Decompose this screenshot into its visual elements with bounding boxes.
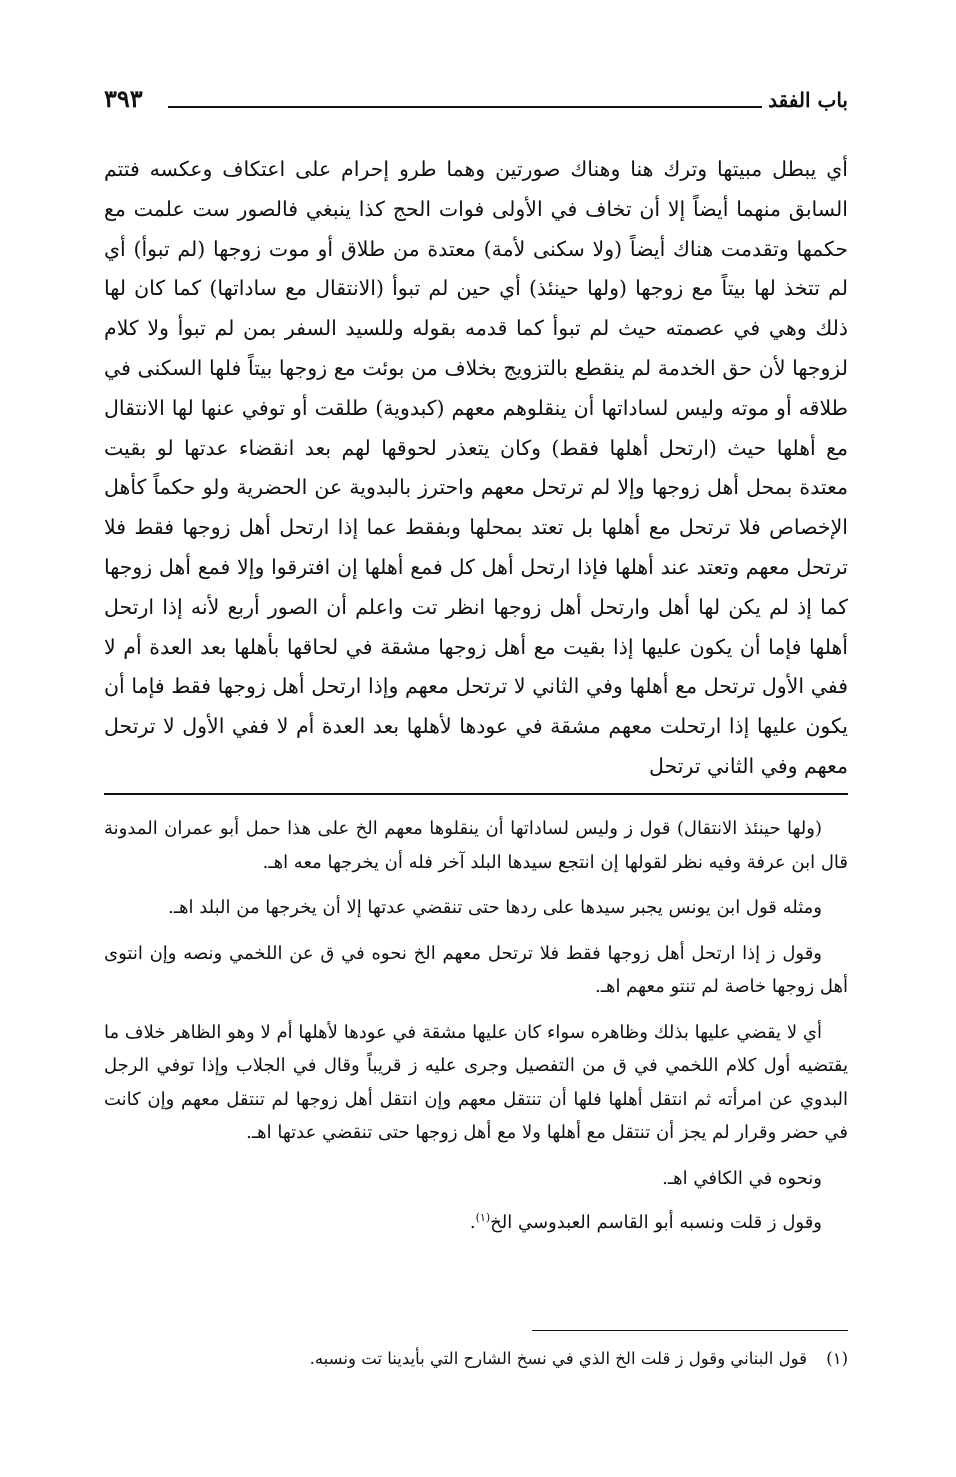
commentary-paragraph: وقول ز قلت ونسبه أبو القاسم العبدوسي الخ$^{(١)}$. (469, 1211, 822, 1233)
commentary-block (104, 812, 848, 1246)
running-header (104, 84, 848, 120)
header-rule (168, 106, 762, 108)
commentary-paragraph: ومثله قول ابن يونس يجبر سيدها على ردها حتى تنقضي عدتها إلا أن يخرجها من البلد اهـ. (167, 897, 822, 918)
footnote-rule (532, 1330, 848, 1331)
footnote (104, 1346, 848, 1372)
commentary-paragraph: (ولها حينئذ الانتقال) قول ز وليس لساداتها أن ينقلوها معهم الخ على هذا حمل أبو عمران المدونة قال ابن عرفة وفيه نظر لقولها إن انتجع سيدها البلد آخر فله أن يخرجها معه اهـ. (104, 818, 848, 873)
footnote-number: (١) (826, 1349, 848, 1368)
footnote-text: قول البناني وقول ز قلت الخ الذي في نسخ الشارح التي بأيدينا تت ونسبه. (309, 1349, 807, 1368)
main-text-block (104, 150, 848, 787)
chapter-title: باب الفقد (768, 88, 848, 112)
commentary-separator (104, 793, 848, 795)
commentary-paragraph: أي لا يقضي عليها بذلك وظاهره سواء كان عليها مشقة في عودها لأهلها أم لا وهو الظاهر خلاف ما يقتضيه أول كلام اللخمي في ق من التفصيل وجرى عليه ز قريباً وقال في الجلاب وإذا توفي الرجل البدوي عن امرأته ثم انتقل أهلها فلها أن تنتقل معهم وإن انتقل أهل زوجها لم تنتقل معهم وإن كانت في حضر وقرار لم يجز أن تنتقل مع أهلها ولا مع أهل زوجها حتى تنقضي عدتها اهـ. (104, 1021, 848, 1143)
commentary-paragraph: ونحوه في الكافي اهـ. (662, 1167, 822, 1189)
commentary-text: وقول ز قلت ونسبه أبو القاسم العبدوسي الخ (490, 1212, 822, 1233)
main-paragraph: أي يبطل مبيتها وترك هنا وهناك صورتين وهما طرو إحرام على اعتكاف وعكسه فتتم السابق منهما أيضاً إلا أن تخاف في الأولى فوات الحج كذا ينبغي فالصور ست علمت مع حكمها وتقدمت هناك أيضاً (ولا سكنى لأمة) معتدة من طلاق أو موت زوجها (لم تبوأ) أي لم تتخذ لها بيتاً مع زوجها (ولها حينئذ) أي حين لم تبوأ (الانتقال مع ساداتها) كما كان لها ذلك وهي في عصمته حيث لم تبوأ كما قدمه بقوله وللسيد السفر بمن لم تبوأ ولا كلام لزوجها لأن حق الخدمة لم ينقطع بالتزويج بخلاف من بوئت مع زوجها بيتاً فلها السكنى في طلاقه أو موته وليس لساداتها أن ينقلوهم معهم (كبدوية) طلقت أو توفي عنها لها الانتقال مع أهلها حيث (ارتحل أهلها فقط) وكان يتعذر لحوقها لهم بعد انقضاء عدتها لو بقيت معتدة بمحل أهل زوجها وإلا لم ترتحل معهم واحترز بالبدوية عن الحضرية ولو حكماً كأهل الإخصاص فلا ترتحل مع أهلها بل تعتد بمحلها وبفقط عما إذا ارتحل أهل زوجها فقط فلا ترتحل معهم وتعتد عند أهلها فإذا ارتحل أهل كل فمع أهلها إن افترقوا وإلا فمع أهل زوجها كما إذ لم يكن لها أهل وارتحل أهل زوجها انظر تت واعلم أن الصور أربع لأنه إذا ارتحل أهلها فإما أن يكون عليها إذا بقيت مع أهل زوجها مشقة في لحاقها بأهلها بعد العدة أم لا ففي الأول ترتحل مع أهلها وفي الثاني لا ترتحل معهم وإذا ارتحل أهل زوجها فقط فإما أن يكون عليها إذا ارتحلت معهم مشقة في عودها لأهلها بعد العدة أم لا ففي الأول لا ترتحل معهم وفي الثاني ترتحل (104, 157, 848, 778)
commentary-paragraph: وقول ز إذا ارتحل أهل زوجها فقط فلا ترتحل معهم الخ نحوه في ق عن اللخمي ونصه وإن انتوى أهل زوجها خاصة لم تنتو معهم اهـ. (104, 942, 848, 997)
page-number: ٣٩٣ (104, 84, 143, 113)
footnote-marker: (١) (475, 1211, 491, 1224)
